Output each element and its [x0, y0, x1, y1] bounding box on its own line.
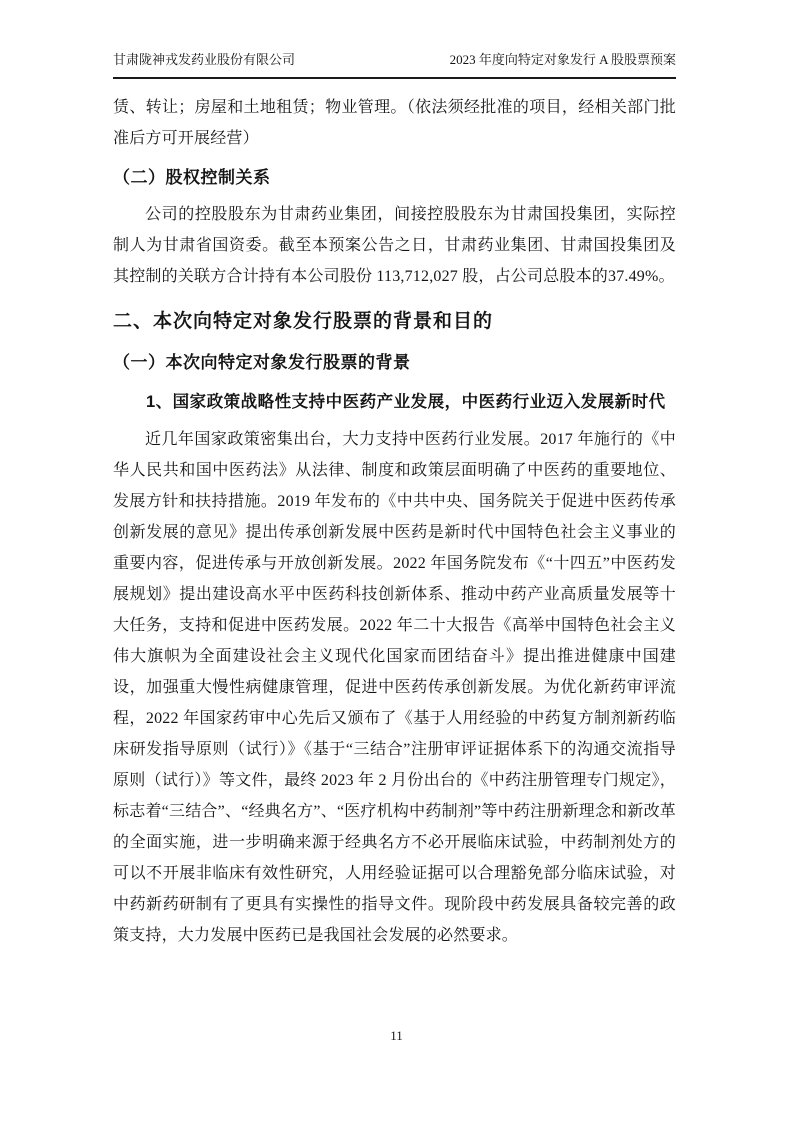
document-body — [113, 92, 676, 951]
paragraph-equity-control: 公司的控股股东为甘肃药业集团，间接控股股东为甘肃国投集团，实际控制人为甘肃省国资委。截至本预案公告之日，甘肃药业集团、甘肃国投集团及其控制的关联方合计持有本公司股份 113,712,027 股，占公司总股本的37.49%。 — [113, 206, 676, 285]
page-number: 11 — [390, 1028, 403, 1043]
paragraph-business-scope-continued: 赁、转让；房屋和土地租赁；物业管理。（依法须经批准的项目，经相关部门批准后方可开展经营） — [113, 99, 676, 147]
page-header — [113, 52, 676, 79]
heading-equity-control-relationship: （二）股权控制关系 — [113, 168, 271, 187]
heading-point-national-policy-support: 1、国家政策战略性支持中医药产业发展，中医药行业迈入发展新时代 — [146, 393, 666, 411]
header-company-name: 甘肃陇神戎发药业股份有限公司 — [113, 52, 296, 67]
heading-chapter-background-and-purpose: 二、本次向特定对象发行股票的背景和目的 — [113, 311, 494, 332]
header-document-title: 2023 年度向特定对象发行 A 股股票预案 — [449, 52, 676, 67]
page-footer — [0, 1028, 793, 1044]
paragraph-policy-background: 近几年国家政策密集出台，大力支持中医药行业发展。2017 年施行的《中华人民共和国中医药法》从法律、制度和政策层面明确了中医药的重要地位、发展方针和扶持措施。2019 年发布的《中共中央、国务院关于促进中医药传承创新发展的意见》提出传承创新发展中医药是新时代中国特色社会主义事业的重要内容，促进传承与开放创新发展。2022 年国务院发布《“十四五”中医药发展规划》提出建设高水平中医药科技创新体系、推动中药产业高质量发展等十大任务，支持和促进中医药发展。2022 年二十大报告《高举中国特色社会主义伟大旗帜为全面建设社会主义现代化国家而团结奋斗》提出推进健康中国建设，加强重大慢性病健康管理，促进中医药传承创新发展。为优化新药审评流程，2022 年国家药审中心先后又颁布了《基于人用经验的中药复方制剂新药临床研发指导原则（试行）》《基于“三结合”注册审评证据体系下的沟通交流指导原则（试行）》等文件，最终 2023 年 2 月份出台的《中药注册管理专门规定》，标志着“三结合”、“经典名方”、“医疗机构中药制剂”等中药注册新理念和新改革的全面实施，进一步明确来源于经典名方不必开展临床试验，中药制剂处方的可以不开展非临床有效性研究，人用经验证据可以合理豁免部分临床试验，对中药新药研制有了更具有实操性的指导文件。现阶段中药发展具备较完善的政策支持，大力发展中医药已是我国社会发展的必然要求。 — [113, 431, 676, 944]
heading-section-issuance-background: （一）本次向特定对象发行股票的背景 — [113, 353, 411, 372]
